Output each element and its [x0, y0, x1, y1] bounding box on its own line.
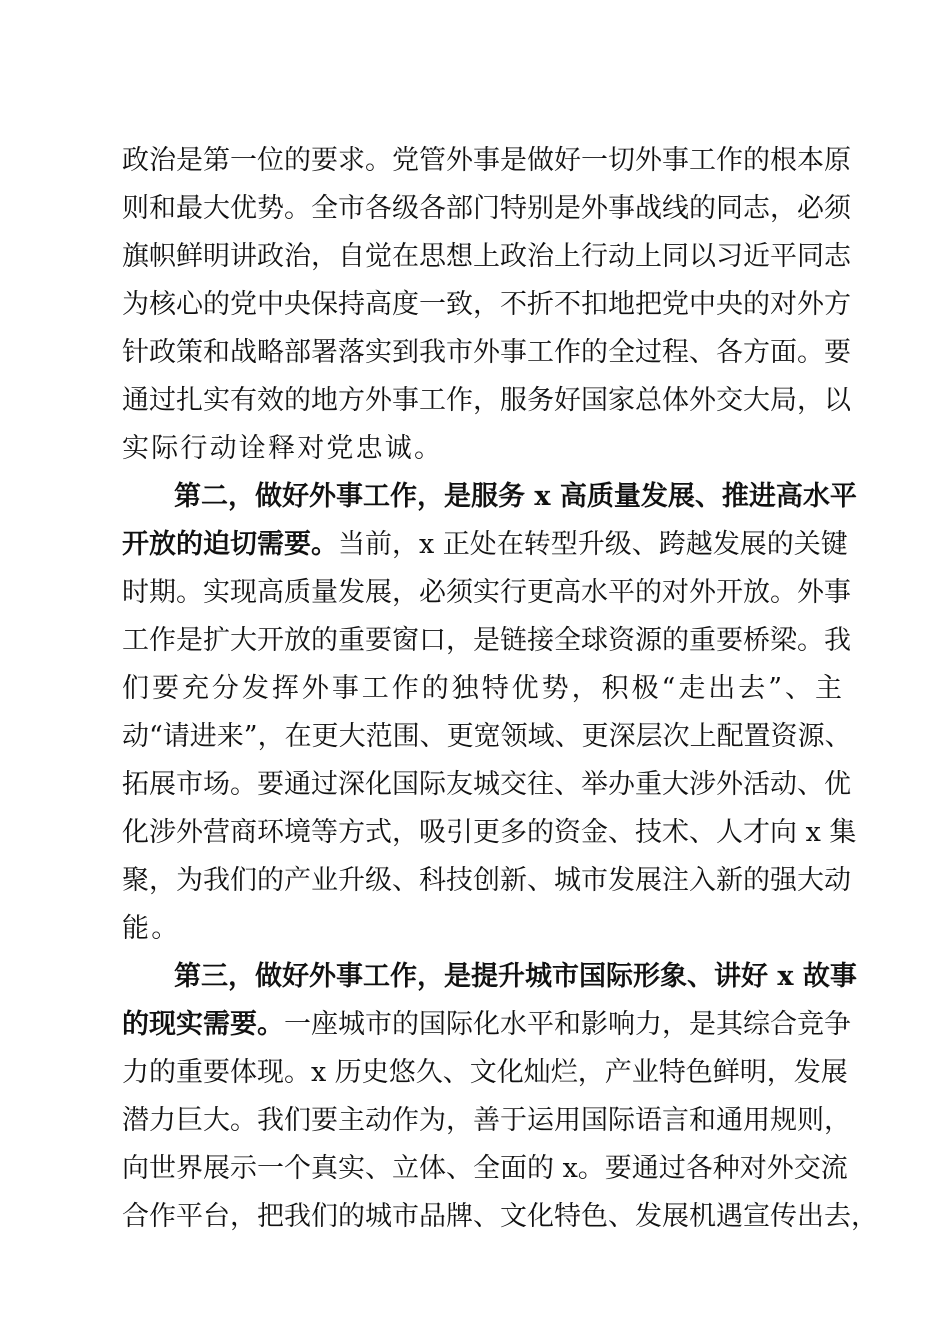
paragraph2-line-6: 动“请进来”，在更大范围、更宽领域、更深层次上配置资源、 [122, 721, 852, 752]
paragraph3-line-5: 向世界展示一个真实、立体、全面的 x。要通过各种对外交流 [122, 1153, 848, 1184]
paragraph3-heading-line-2: 的现实需要。 [122, 1009, 284, 1040]
paragraph2-line-2 [122, 527, 848, 563]
paragraph2-line-5: 们要充分发挥外事工作的独特优势，积极“走出去”、主 [122, 673, 842, 704]
paragraph2-heading-line-2: 开放的迫切需要。 [122, 529, 338, 560]
paragraph3-line-3: 力的重要体现。x 历史悠久、文化灿烂，产业特色鲜明，发展 [122, 1057, 848, 1088]
paragraph3-line-6: 合作平台，把我们的城市品牌、文化特色、发展机遇宣传出去， [122, 1201, 878, 1232]
paragraph1-line-2: 则和最大优势。全市各级各部门特别是外事战线的同志，必须 [122, 193, 851, 224]
paragraph2-line-7: 拓展市场。要通过深化国际友城交往、举办重大涉外活动、优 [122, 769, 851, 800]
paragraph1-line-6: 通过扎实有效的地方外事工作，服务好国家总体外交大局，以 [122, 385, 851, 416]
paragraph2-line-10: 能。 [122, 913, 181, 944]
paragraph3-line-4: 潜力巨大。我们要主动作为，善于运用国际语言和通用规则， [122, 1105, 851, 1136]
paragraph3-heading-line-1: 第三，做好外事工作，是提升城市国际形象、讲好 x 故事 [174, 961, 857, 992]
paragraph2-line-4: 工作是扩大开放的重要窗口，是链接全球资源的重要桥梁。我 [122, 625, 851, 656]
paragraph1-line-1: 政治是第一位的要求。党管外事是做好一切外事工作的根本原 [122, 145, 851, 176]
paragraph2-line-2-text: 当前，x 正处在转型升级、跨越发展的关键 [338, 529, 848, 560]
paragraph1-line-4: 为核心的党中央保持高度一致，不折不扣地把党中央的对外方 [122, 289, 851, 320]
paragraph3-line-2 [122, 1007, 851, 1043]
paragraph1-line-3: 旗帜鲜明讲政治，自觉在思想上政治上行动上同以习近平同志 [122, 241, 851, 272]
paragraph3-line-2-text: 一座城市的国际化水平和影响力，是其综合竞争 [284, 1009, 851, 1040]
paragraph1-line-7: 实际行动诠释对党忠诚。 [122, 433, 444, 464]
paragraph2-line-9: 聚，为我们的产业升级、科技创新、城市发展注入新的强大动 [122, 865, 851, 896]
paragraph2-line-3: 时期。实现高质量发展，必须实行更高水平的对外开放。外事 [122, 577, 851, 608]
paragraph1-line-5: 针政策和战略部署落实到我市外事工作的全过程、各方面。要 [122, 337, 851, 368]
paragraph2-line-8: 化涉外营商环境等方式，吸引更多的资金、技术、人才向 x 集 [122, 817, 857, 848]
paragraph2-heading-line-1: 第二，做好外事工作，是服务 x 高质量发展、推进高水平 [174, 481, 857, 512]
